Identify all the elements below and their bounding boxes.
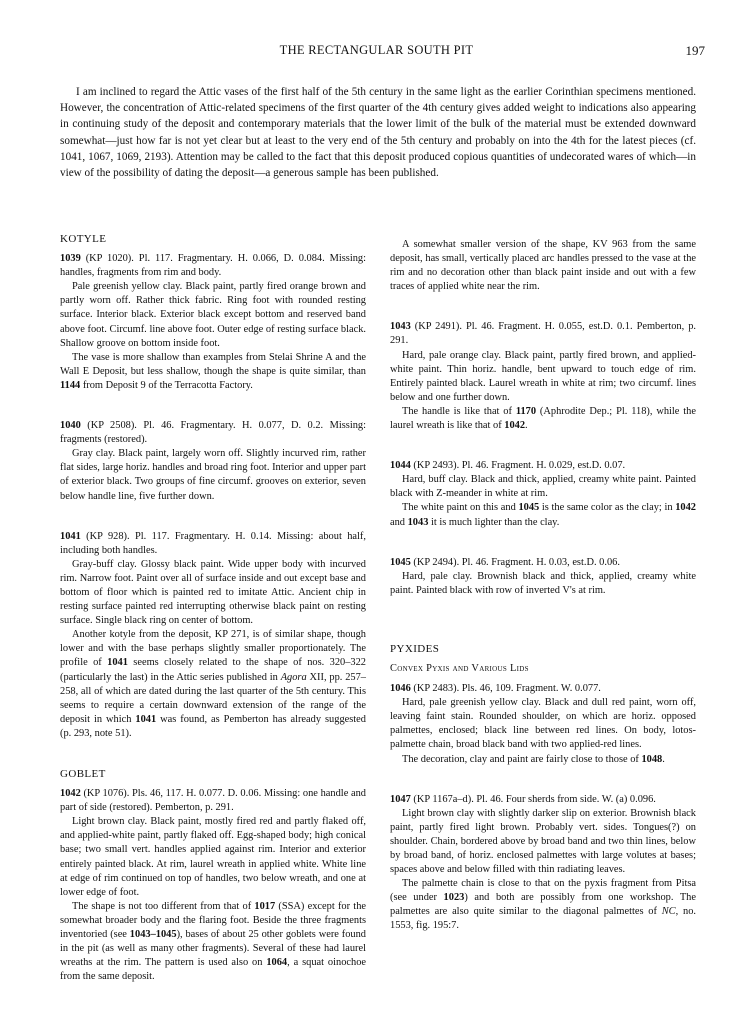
entry-number: 1047: [390, 793, 411, 805]
cross-reference: 1064: [266, 957, 288, 969]
entry-number: 1044: [390, 460, 411, 472]
entry-description: Gray-buff clay. Glossy black paint. Wide upper body with incurved rim. Narrow foot. Paint over all of surface inside and out except base and bottom of floor which is painted red to imitate Attic. Ancient chip in resting surface painted red interrupting otherwise black paint on resting surface. Single black ring on center of bottom.: [60, 558, 366, 627]
text-run: , a squat oinochoe from the same deposit.: [60, 957, 366, 983]
cross-reference: 1042: [504, 420, 526, 432]
catalogue-entry-1047: [390, 793, 696, 807]
text-run: ), bases of about 25 other goblets were found in the pit (as well as many other fragments). Several of these had laurel wreaths at the rim. The pattern is used also on: [60, 929, 366, 969]
cross-reference: 1041: [135, 713, 157, 725]
text-run: The vase is more shallow than examples from Stelai Shrine A and the Wall E Deposit, but less shallow, though the shape is quite similar, than: [60, 351, 366, 377]
subsection-title-convex-pyxis: Convex Pyxis and Various Lids: [390, 662, 529, 674]
entry-commentary: [60, 900, 366, 985]
cross-reference: 1048: [641, 753, 663, 765]
catalogue-entry-1041: [60, 530, 366, 558]
text-run: , no. 1553, fig. 195:7.: [390, 906, 696, 932]
text-run: .: [525, 420, 528, 432]
entry-description: Hard, buff clay. Black and thick, applied, creamy white paint. Painted black with Z-meander in white at rim.: [390, 474, 696, 500]
entry-heading: (KP 2493). Pl. 46. Fragment. H. 0.029, est.D. 0.07.: [410, 460, 626, 472]
catalogue-entry-1042: [60, 787, 366, 815]
journal-title: NC: [661, 906, 676, 918]
entry-description: Hard, pale clay. Brownish black and thick, applied, creamy white paint. Painted black with row of inverted V's at rim.: [390, 570, 696, 596]
text-run: The palmette chain is close to that on the pyxis fragment from Pitsa (see under: [390, 878, 696, 904]
goblet-variant-note: A somewhat smaller version of the shape, KV 963 from the same deposit, has small, vertically placed arc handles pressed to the vase at the rim and no decoration other than black paint inside and out with a few traces of applied white near the rim.: [390, 239, 696, 293]
catalogue-entry-1043: [390, 320, 696, 348]
entry-description: Light brown clay. Black paint, mostly fired red and partly flaked off, and applied-white paint, partly flaked off. Egg-shaped body; high conical base; two small vert. handles applied against rim. Interior and exterior entirely painted black. At rim, laurel wreath in applied white. White line at edge of rim continued on top of handles, two below wreath, and one at lower edge of foot.: [60, 816, 366, 898]
cross-reference: 1043–1045: [129, 929, 177, 941]
entry-description: Gray clay. Black paint, largely worn off. Slightly incurved rim, rather flat sides, large horiz. handles and broad ring foot. Interior and upper part of exterior black. Two groups of fine circumf. grooves on exterior, seven below handle line, five further down.: [60, 448, 366, 502]
entry-number: 1045: [390, 556, 411, 568]
page-number: 197: [685, 43, 705, 58]
entry-number: 1040: [60, 420, 81, 432]
entry-number: 1043: [390, 321, 411, 333]
catalogue-entry-1040: [60, 419, 366, 447]
text-run: The shape is not too different from that of: [72, 900, 255, 912]
text-run: from Deposit 9 of the Terracotta Factory.: [80, 379, 253, 391]
entry-number: 1039: [60, 253, 81, 265]
entry-description: Hard, pale orange clay. Black paint, partly fired brown, and applied-white paint. Thin horiz. handle, bent upward to touch edge of rim. Entirely painted black. Laurel wreath in white at rim; two circumf. lines below and one further down.: [390, 349, 696, 403]
entry-heading: (KP 1020). Pl. 117. Fragmentary. H. 0.066, D. 0.084. Missing: handles, fragments from rim and body.: [60, 253, 366, 279]
running-head: THE RECTANGULAR SOUTH PIT: [279, 43, 474, 57]
section-title-pyxides: PYXIDES: [390, 642, 440, 655]
cross-reference: 1023: [443, 892, 465, 904]
section-title-goblet: GOBLET: [60, 768, 106, 780]
catalogue-entry-1039: [60, 252, 366, 280]
text-run: The white paint on this and: [402, 502, 519, 514]
entry-number: 1042: [60, 788, 81, 800]
entry-description: Hard, pale greenish yellow clay. Black and dull red paint, worn off, leaving faint stain. Rounded shoulder, on which are horiz. opposed palmettes, enclosed; black line between red lines. On body, lotos-palmette chain, broad black band with two applied-red lines.: [390, 697, 696, 751]
text-run: Another kotyle from the deposit, KP 271, is of similar shape, though lower and with the base perhaps slightly smaller proportionately. The profile of: [60, 629, 366, 669]
text-run: (Aphrodite Dep.; Pl. 118), while the laurel wreath is like that of: [390, 405, 696, 432]
entry-commentary: [60, 628, 366, 741]
cross-reference: 1017: [254, 900, 276, 912]
entry-heading: (KP 928). Pl. 117. Fragmentary. H. 0.14. Missing: about half, including both handles.: [60, 530, 366, 556]
text-run: (SSA) except for the somewhat broader body and the flaring foot. Beside the three fragments inventoried (see: [60, 900, 366, 941]
text-run: and: [390, 516, 408, 528]
text-run: ) and both are possibly from one workshop. The palmettes are also quite similar to the diagonal palmettes of: [390, 892, 696, 918]
catalogue-entry-1046: [390, 682, 696, 696]
entry-heading: (KP 2491). Pl. 46. Fragment. H. 0.055, est.D. 0.1. Pemberton, p. 291.: [390, 321, 696, 347]
intro-paragraph: I am inclined to regard the Attic vases of the first half of the 5th century in the same light as the earlier Corinthian specimens mentioned. However, the concentration of Attic-related specimens of the first quarter of the 4th century gives added weight to indications also appearing in continuing study of the deposit and contemporary materials that the lower limit of the bulk of the material must be extended downward somewhat—just how far is not yet clear but at least to the very end of the 5th century and probably on into the 4th for the latest pieces (cf. 1041, 1067, 1069, 2193). Attention may be called to the fact that this deposit produced copious quantities of undecorated wares of which—in view of the possibility of dating the deposit—a generous sample has been published.: [60, 86, 696, 180]
entry-commentary: [60, 351, 366, 393]
text-run: The decoration, clay and paint are fairly close to those of: [402, 753, 642, 765]
entry-commentary: [390, 753, 696, 767]
entry-description: Pale greenish yellow clay. Black paint, partly fired orange brown and partly worn off. Rather thick fabric. Ring foot with rounded resting surface. Interior black. Exterior black except bottom and reserved band above foot. Circumf. line above foot. Outer edge of resting surface black. Shallow groove on bottom inside foot.: [60, 281, 366, 349]
cross-reference: 1045: [518, 502, 540, 514]
text-run: .: [662, 753, 665, 765]
text-run: The handle is like that of: [402, 405, 516, 417]
text-run: XII, pp. 257–258, all of which are dated during the last quarter of the 5th century. This seems to require a certain downward extension of the range of the deposit in which: [60, 671, 367, 725]
entry-heading: (KP 2483). Pls. 46, 109. Fragment. W. 0.077.: [410, 683, 601, 695]
cross-reference: 1144: [60, 379, 81, 391]
entry-number: 1041: [60, 530, 81, 542]
text-run: is the same color as the clay; in: [539, 502, 676, 514]
left-column: [60, 232, 366, 984]
cross-reference: 1170: [515, 405, 537, 417]
entry-heading: (KP 1076). Pls. 46, 117. H. 0.077. D. 0.06. Missing: one handle and part of side (restored). Pemberton, p. 291.: [60, 788, 366, 814]
cross-reference: 1041: [107, 657, 128, 669]
cross-reference: 1043: [407, 516, 429, 528]
text-run: was found, as Pemberton has already suggested (p. 293, note 51).: [60, 713, 366, 739]
catalogue-entry-1044: [390, 459, 696, 473]
entry-description: Light brown clay with slightly darker slip on exterior. Brownish black paint, partly fired light brown. Probably vert. sides. Tongues(?) on shoulder. Chain, bordered above by broad band and two thin lines, below by broad band, of horiz. enclosed palmettes with large volutes at bases; spaces above and below filled with thin radiating leaves.: [390, 807, 696, 876]
entry-commentary: [390, 405, 696, 433]
catalogue-entry-1045: [390, 556, 696, 570]
entry-number: 1046: [390, 683, 411, 695]
journal-title: Agora: [280, 671, 307, 683]
entry-heading: (KP 2494). Pl. 46. Fragment. H. 0.03, est.D. 0.06.: [410, 556, 620, 568]
entry-commentary: [390, 501, 696, 529]
entry-heading: (KP 2508). Pl. 46. Fragmentary. H. 0.077, D. 0.2. Missing: fragments (restored).: [60, 420, 366, 446]
right-column: [390, 238, 696, 934]
cross-reference: 1042: [675, 502, 696, 514]
entry-commentary: [390, 877, 696, 933]
text-run: it is much lighter than the clay.: [428, 516, 560, 528]
text-run: seems closely related to the shape of nos. 320–322 (particularly the last) in the Attic series published in: [60, 657, 366, 683]
entry-heading: (KP 1167a–d). Pl. 46. Four sherds from side. W. (a) 0.096.: [410, 793, 656, 805]
section-title-kotyle: KOTYLE: [60, 233, 107, 245]
